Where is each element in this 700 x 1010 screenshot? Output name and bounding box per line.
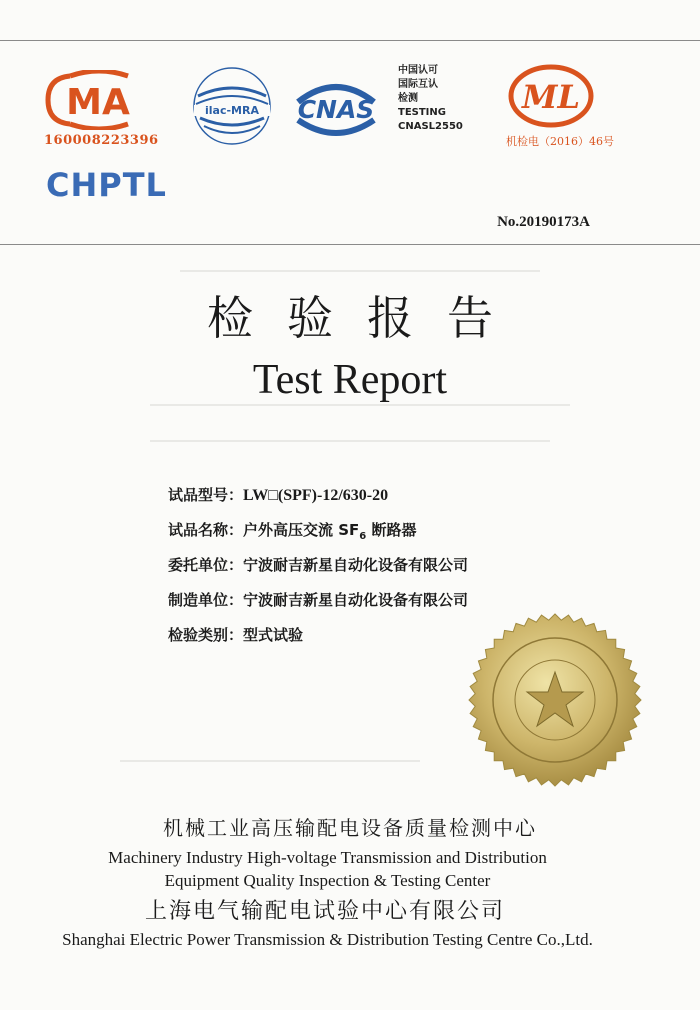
company-name-chinese: 上海电气输配电试验中心有限公司	[144, 899, 505, 924]
ml-logo-text: ML	[522, 78, 580, 116]
title-english: Test Report	[252, 357, 448, 403]
cnas-line: 国际互认	[398, 79, 438, 90]
field-label: 制造单位：	[168, 591, 244, 609]
field-label: 试品型号：	[168, 486, 244, 504]
bleed-through-mark	[150, 440, 550, 442]
cma-number: 160008223396	[44, 133, 159, 148]
field-label: 检验类别：	[168, 626, 244, 644]
field-manufacturer	[168, 589, 468, 624]
field-value-subscript: 6	[359, 531, 367, 542]
top-border-line	[0, 40, 700, 41]
field-value-part: 户外高压交流 SF	[243, 521, 360, 539]
bleed-through-mark	[120, 760, 420, 762]
ml-number: 机检电（2016）46号	[506, 135, 614, 148]
sample-info-fields	[168, 484, 468, 659]
cnas-line: TESTING	[398, 107, 446, 118]
cnas-accreditation-text	[398, 64, 463, 134]
cnas-logo-text: CNAS	[297, 95, 375, 124]
cma-logo	[40, 70, 158, 130]
cnas-line: 检测	[398, 93, 418, 104]
ml-logo	[508, 64, 594, 128]
chptl-logo: CHPTL	[46, 166, 167, 204]
ma-logo-text: MA	[66, 82, 130, 123]
ilac-logo-text: ilac-MRA	[205, 104, 259, 117]
ilac-mra-logo	[192, 66, 272, 146]
field-value-part: 断路器	[366, 521, 417, 539]
org-name-chinese: 机械工业高压输配电设备质量检测中心	[163, 816, 537, 840]
org-name-english-line: Equipment Quality Inspection & Testing Center	[164, 871, 491, 890]
bleed-through-mark	[150, 404, 570, 406]
field-label: 委托单位：	[168, 556, 244, 574]
field-label: 试品名称：	[168, 521, 244, 539]
field-value: 宁波耐吉新星自动化设备有限公司	[243, 591, 469, 609]
field-client	[168, 554, 468, 589]
gold-seal	[465, 610, 645, 790]
field-value	[243, 521, 417, 542]
field-model	[168, 484, 468, 519]
bleed-through-mark	[180, 270, 540, 272]
cnas-line: CNASL2550	[398, 121, 463, 132]
field-name	[168, 519, 468, 554]
report-number: No.20190173A	[497, 214, 590, 230]
company-name-english: Shanghai Electric Power Transmission & Distribution Testing Centre Co.,Ltd.	[62, 930, 593, 949]
field-test-type	[168, 624, 468, 659]
org-name-english	[0, 846, 655, 892]
cnas-logo	[288, 74, 384, 142]
field-value: 宁波耐吉新星自动化设备有限公司	[243, 556, 469, 574]
title-chinese: 检验报告	[207, 291, 527, 345]
field-value: 型式试验	[243, 626, 304, 644]
cnas-line: 中国认可	[398, 65, 438, 76]
header-divider-line	[0, 244, 700, 245]
field-value: LW□(SPF)-12/630-20	[243, 487, 389, 504]
org-name-english-line: Machinery Industry High-voltage Transmission and Distribution	[108, 848, 547, 867]
